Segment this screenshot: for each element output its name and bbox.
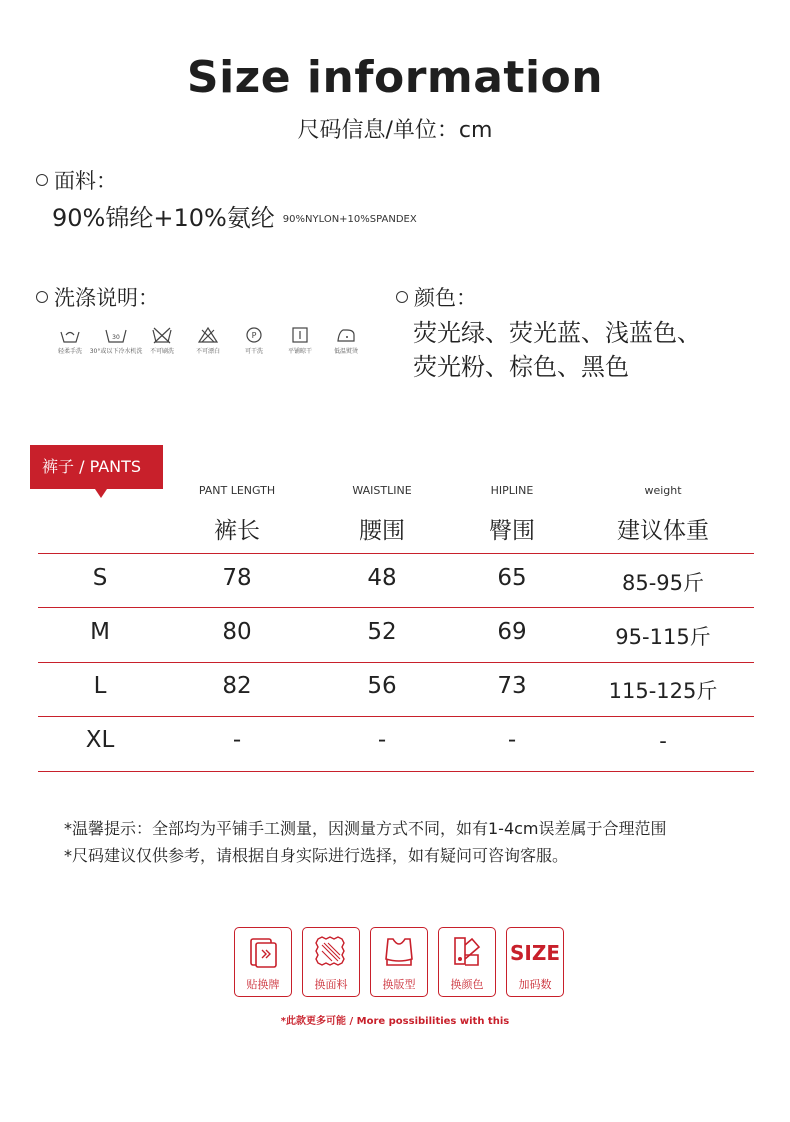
wash-item: 平铺晾干 xyxy=(280,326,320,355)
wash-item: 不可刷洗 xyxy=(142,326,182,355)
size-cell: XL xyxy=(85,727,115,753)
customization-options xyxy=(234,927,564,997)
no-wring-icon xyxy=(151,326,173,344)
label-icon xyxy=(244,933,282,971)
fabric-icon xyxy=(312,933,350,971)
measurement-notes xyxy=(64,815,667,869)
fabric-label: 面料： xyxy=(54,169,117,193)
table-divider xyxy=(38,553,754,554)
fabric-value xyxy=(52,198,417,233)
weight-cell: - xyxy=(659,729,667,753)
hip-cell: 73 xyxy=(497,673,527,699)
size-icon: SIZE xyxy=(509,941,560,965)
fabric-value-cn: 90%锦纶+10%氨纶 xyxy=(52,204,275,232)
wash-30-icon xyxy=(105,326,127,344)
colors-section-label xyxy=(396,282,477,312)
colors-list xyxy=(413,316,753,384)
wash-item: 轻柔手洗 xyxy=(50,326,90,355)
tag-pointer xyxy=(95,489,107,498)
note-line-2: *尺码建议仅供参考，请根据自身实际进行选择，如有疑问可咨询客服。 xyxy=(64,846,569,865)
weight-cell: 95-115斤 xyxy=(615,625,711,649)
table-divider xyxy=(38,607,754,608)
length-cell: - xyxy=(232,727,242,753)
weight-cell: 85-95斤 xyxy=(621,571,705,595)
more-possibilities-text: *此款更多可能 / More possibilities with this xyxy=(280,1016,510,1027)
col-header-length-en: PANT LENGTH xyxy=(198,484,276,497)
bullet-icon xyxy=(396,291,408,303)
col-header-hip-en: HIPLINE xyxy=(490,484,534,497)
wash-item: 30 30°或以下冷水机洗 xyxy=(96,326,136,355)
colors-line-1: 荧光绿、荧光蓝、浅蓝色、 xyxy=(413,319,701,347)
waist-cell: 52 xyxy=(367,619,397,645)
washing-section-label xyxy=(36,282,159,312)
feature-size: SIZE 加码数 xyxy=(506,927,564,997)
colors-line-2: 荧光粉、棕色、黑色 xyxy=(413,353,629,381)
table-divider xyxy=(38,662,754,663)
washing-icons xyxy=(50,326,366,355)
fabric-value-en: 90%NYLON+10%SPANDEX xyxy=(282,213,417,225)
feature-label: 贴换牌 xyxy=(234,927,292,997)
col-header-weight-en: weight xyxy=(644,484,682,497)
bullet-icon xyxy=(36,174,48,186)
fabric-section-label xyxy=(36,165,117,195)
col-header-length-cn: 裤长 xyxy=(214,518,260,544)
wash-item: 低温熨烫 xyxy=(326,326,366,355)
col-header-weight-cn: 建议体重 xyxy=(617,518,709,544)
wash-item: 不可漂白 xyxy=(188,326,228,355)
page-subtitle: 尺码信息/单位：cm xyxy=(297,118,493,143)
dry-clean-icon xyxy=(243,326,265,344)
col-header-waist-cn: 腰围 xyxy=(359,518,405,544)
feature-fabric: 换面料 xyxy=(302,927,360,997)
length-cell: 80 xyxy=(222,619,252,645)
svg-text:P: P xyxy=(251,331,257,340)
length-cell: 82 xyxy=(222,673,252,699)
bullet-icon xyxy=(36,291,48,303)
note-line-1: *温馨提示：全部均为平铺手工测量，因测量方式不同，如有1-4cm误差属于合理范围 xyxy=(64,819,667,838)
hand-wash-icon xyxy=(59,326,81,344)
size-cell: S xyxy=(92,565,108,591)
waist-cell: 56 xyxy=(367,673,397,699)
table-divider xyxy=(38,716,754,717)
feature-style: 换版型 xyxy=(370,927,428,997)
low-iron-icon xyxy=(335,326,357,344)
page-title: Size information xyxy=(186,52,604,103)
hip-cell: - xyxy=(507,727,517,753)
waist-cell: - xyxy=(377,727,387,753)
weight-cell: 115-125斤 xyxy=(608,679,718,703)
colors-label: 颜色： xyxy=(414,286,477,310)
no-bleach-icon xyxy=(197,326,219,344)
wash-item: P 可干洗 xyxy=(234,326,274,355)
col-header-waist-en: WAISTLINE xyxy=(352,484,412,497)
pants-tag: 裤子 / PANTS xyxy=(30,445,163,489)
washing-label: 洗涤说明： xyxy=(54,286,159,310)
hip-cell: 65 xyxy=(497,565,527,591)
length-cell: 78 xyxy=(222,565,252,591)
top-icon xyxy=(380,933,418,971)
waist-cell: 48 xyxy=(367,565,397,591)
feature-color: 换颜色 xyxy=(438,927,496,997)
hip-cell: 69 xyxy=(497,619,527,645)
table-divider xyxy=(38,771,754,772)
color-icon xyxy=(448,933,486,971)
flat-dry-icon xyxy=(289,326,311,344)
size-cell: L xyxy=(93,673,107,699)
col-header-hip-cn: 臀围 xyxy=(489,518,535,544)
svg-text:30: 30 xyxy=(112,334,120,341)
size-cell: M xyxy=(90,619,110,645)
